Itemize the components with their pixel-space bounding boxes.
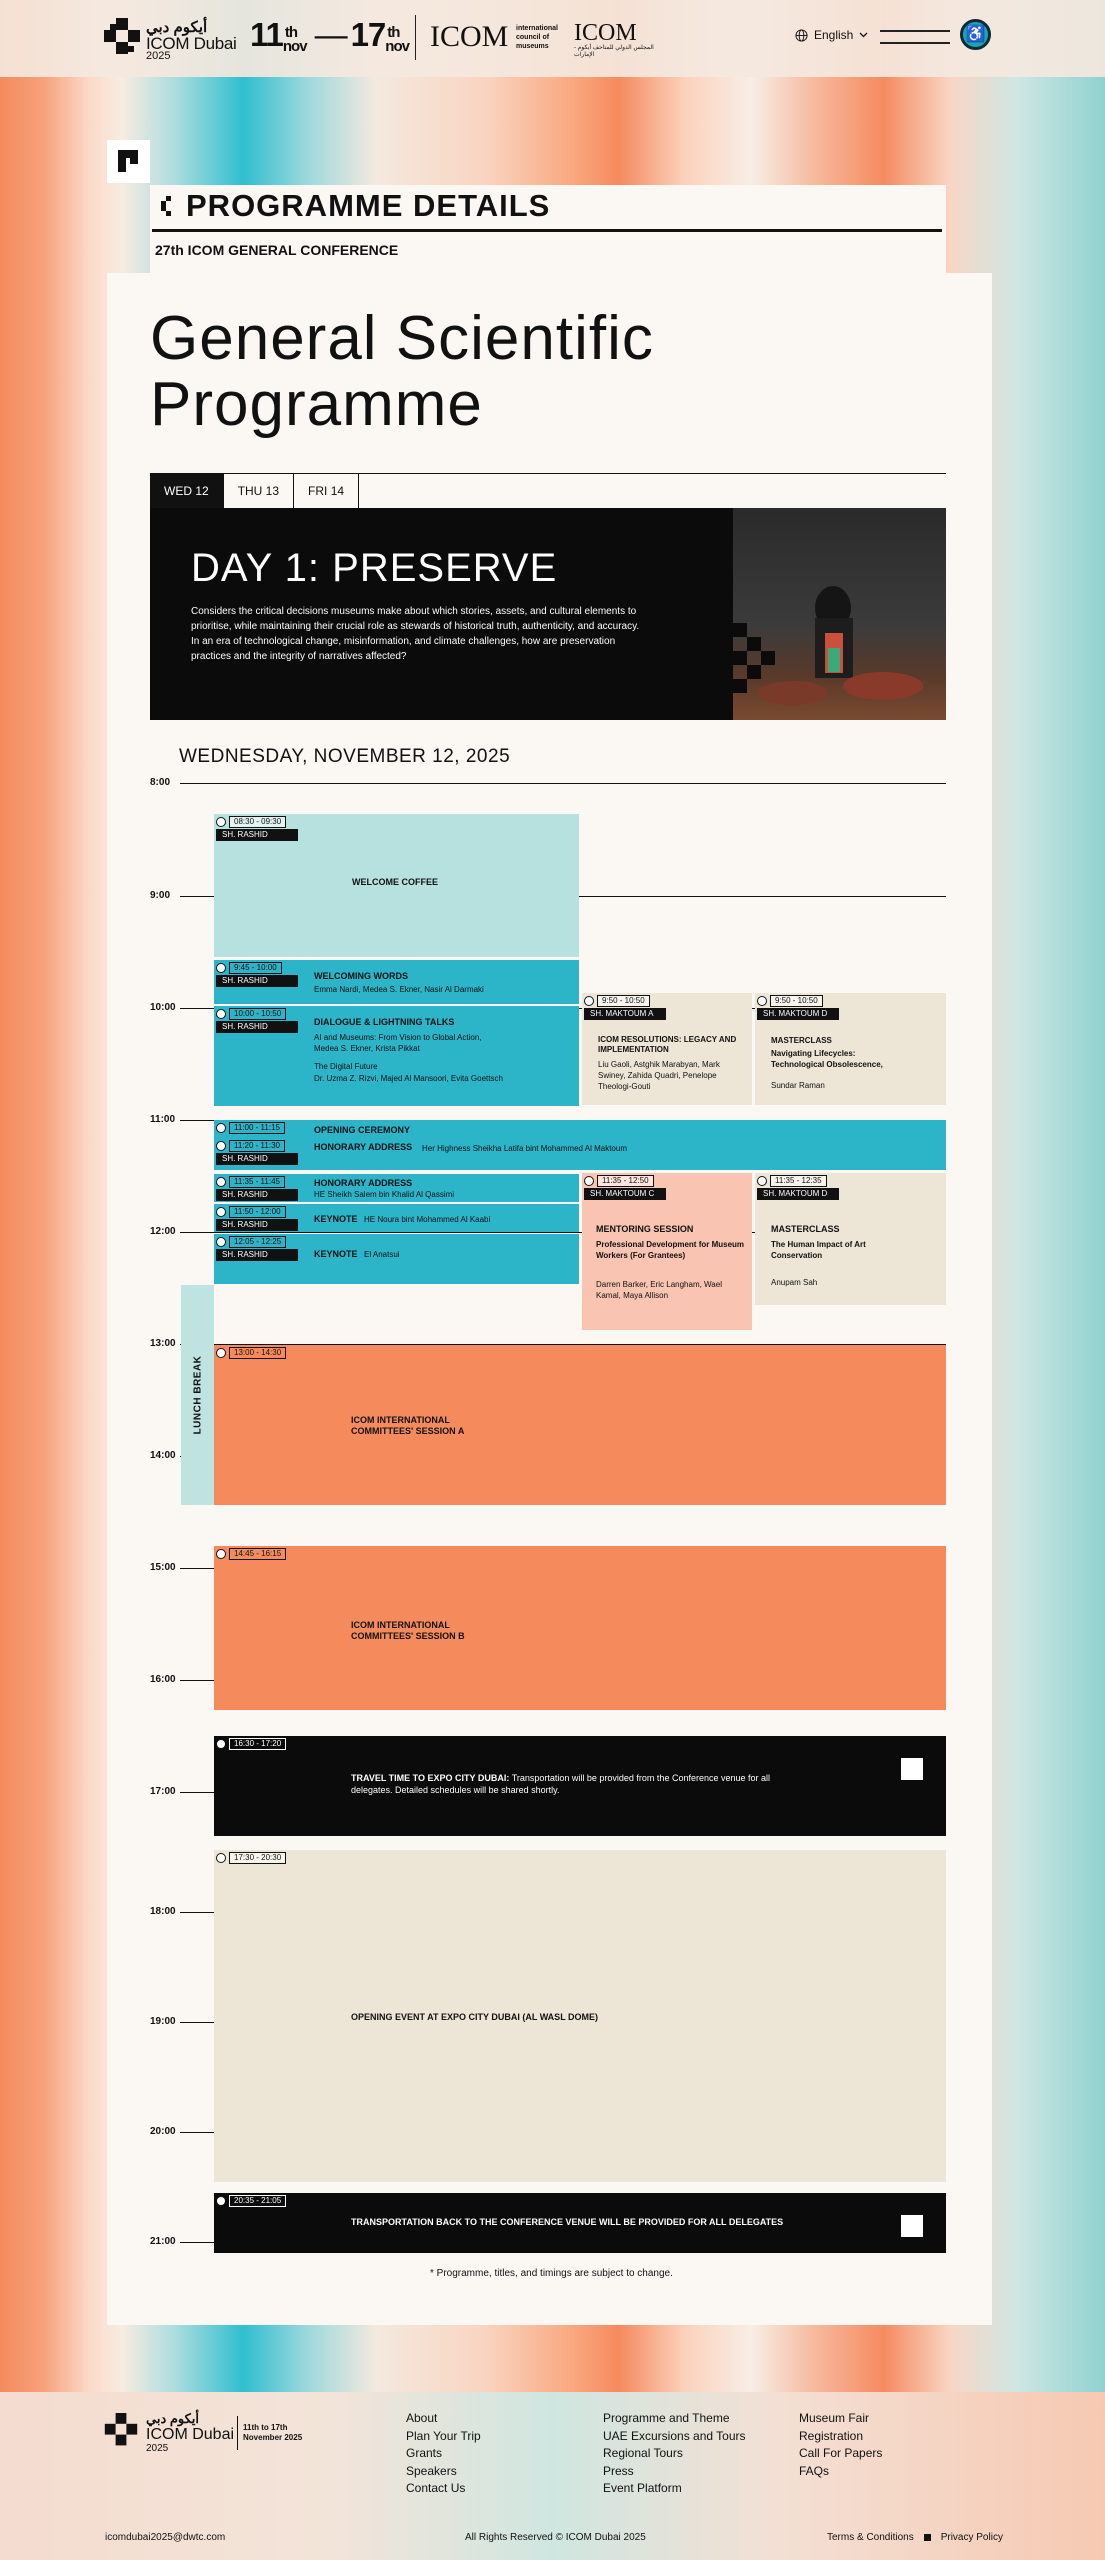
event-speakers: Her Highness Sheikha Latifa bint Mohammed Al Maktoum xyxy=(422,1144,627,1153)
clock-icon xyxy=(216,1739,226,1749)
event-venue: SH. RASHID xyxy=(216,1189,298,1201)
event-title: OPENING CEREMONY xyxy=(314,1125,411,1135)
clock-icon xyxy=(757,996,767,1006)
back-arrow-icon[interactable] xyxy=(158,196,172,216)
tab-thu-13[interactable]: THU 13 xyxy=(224,474,294,509)
footer-logo-arabic: أيكوم دبي xyxy=(146,2411,200,2426)
event-time: 11:00 - 11:15 xyxy=(229,1122,285,1134)
event-honorary-address-2[interactable] xyxy=(214,1174,579,1202)
event-venue: SH. MAKTOUM A xyxy=(584,1008,666,1020)
event-title: TRANSPORTATION BACK TO THE CONFERENCE VENUE WILL BE PROVIDED FOR ALL DELEGATES xyxy=(351,2217,784,2227)
event-title: WELCOMING WORDS xyxy=(314,971,408,981)
icom-uae-logo-subtitle: المجلس الدولي للمتاحف أيكوم - الإمارات xyxy=(574,45,654,58)
event-dates: 11 th nov — 17 th nov xyxy=(250,16,409,55)
clock-icon xyxy=(216,1237,226,1247)
pixel-decoration-icon xyxy=(901,1758,923,1780)
language-selector[interactable] xyxy=(795,28,868,42)
event-dialogue-lightning-talks[interactable] xyxy=(214,1006,579,1106)
event-venue: SH. RASHID xyxy=(216,1021,298,1033)
header-divider xyxy=(415,15,416,60)
footer-link-programme-theme[interactable]: Programme and Theme xyxy=(603,2411,730,2425)
event-title: DIALOGUE & LIGHTNING TALKS xyxy=(314,1017,455,1027)
event-speakers: Medea S. Ekner, Krista Pikkat xyxy=(314,1044,420,1053)
clock-icon xyxy=(757,1176,767,1186)
event-opening-ceremony[interactable] xyxy=(214,1120,946,1170)
event-time: 11:35 - 12:50 xyxy=(597,1175,654,1187)
event-travel-time[interactable] xyxy=(214,1736,946,1836)
event-icom-resolutions[interactable] xyxy=(582,993,752,1105)
event-title: KEYNOTE xyxy=(314,1214,358,1224)
event-time: 08:30 - 09:30 xyxy=(229,816,286,828)
event-masterclass-lifecycles[interactable] xyxy=(755,993,946,1105)
icom-logo-subtitle: international council of museums xyxy=(516,25,559,50)
hour-label: 19:00 xyxy=(150,2016,176,2027)
event-speakers: Darren Barker, Eric Langham, Wael Kamal, Maya Allison xyxy=(596,1280,722,1300)
clock-icon xyxy=(216,1348,226,1358)
hour-label: 20:00 xyxy=(150,2126,176,2137)
event-venue: SH. RASHID xyxy=(216,1153,298,1165)
event-welcome-coffee[interactable] xyxy=(214,814,579,957)
tab-wed-12[interactable]: WED 12 xyxy=(150,474,224,509)
event-time: 11:35 - 12:35 xyxy=(770,1175,827,1187)
event-keynote-1[interactable] xyxy=(214,1204,579,1232)
event-transportation-back[interactable] xyxy=(214,2193,946,2253)
clock-icon xyxy=(216,817,226,827)
event-title: MASTERCLASS xyxy=(771,1036,832,1045)
day-photo xyxy=(733,508,946,720)
logo-year: 2025 xyxy=(146,50,171,62)
menu-icon[interactable] xyxy=(880,30,950,44)
footer-link-plan-your-trip[interactable]: Plan Your Trip xyxy=(406,2428,481,2443)
event-speakers: Emma Nardi, Medea S. Ekner, Nasir Al Darmaki xyxy=(314,985,484,994)
event-committees-session-b[interactable] xyxy=(214,1546,946,1710)
event-title: OPENING EVENT AT EXPO CITY DUBAI (AL WASL DOME) xyxy=(351,2012,599,2022)
event-speakers: Dr. Uzma Z. Rizvi, Majed Al Mansoori, Evita Goettsch xyxy=(314,1074,503,1083)
hour-label: 10:00 xyxy=(150,1002,176,1013)
event-subtitle: Navigating Lifecycles: Technological Obsolescence, xyxy=(771,1049,883,1069)
event-time: 14:45 - 16:15 xyxy=(229,1548,286,1560)
event-time: 11:50 - 12:00 xyxy=(229,1206,286,1218)
event-title: WELCOME COFFEE xyxy=(352,877,438,887)
footer-link-faqs[interactable]: FAQs xyxy=(799,2463,830,2478)
event-time: 9:45 - 10:00 xyxy=(229,962,282,974)
hour-label: 21:00 xyxy=(150,2236,176,2247)
footer-link-registration[interactable]: Registration xyxy=(799,2428,864,2443)
footer-logo-divider xyxy=(237,2416,238,2450)
event-time: 10:00 - 10:50 xyxy=(229,1008,286,1020)
event-speakers: Liu Gaoli, Astghik Marabyan, Mark Swiney, Zahida Quadri, Penelope Theologi-Gouti xyxy=(598,1060,720,1091)
hour-label: 17:00 xyxy=(150,1786,176,1797)
clock-icon xyxy=(584,996,594,1006)
event-time: 11:20 - 11:30 xyxy=(229,1140,285,1152)
clock-icon xyxy=(216,2196,226,2206)
icom-logo[interactable]: ICOM xyxy=(430,20,509,53)
clock-icon xyxy=(216,963,226,973)
icom-dubai-logo-icon xyxy=(104,2413,138,2449)
event-title: ICOM RESOLUTIONS: LEGACY AND IMPLEMENTATION xyxy=(598,1035,737,1054)
footer-link-speakers[interactable]: Speakers xyxy=(406,2463,457,2478)
footer-links-col-2 xyxy=(603,2410,746,2498)
accessibility-icon[interactable]: ♿ xyxy=(960,19,991,50)
hour-label: 11:00 xyxy=(150,1114,176,1125)
event-time: 12:05 - 12:25 xyxy=(229,1236,286,1248)
footer-link-about[interactable]: About xyxy=(406,2411,438,2425)
event-time: 13:00 - 14:30 xyxy=(229,1347,286,1359)
event-venue: SH. MAKTOUM C xyxy=(584,1188,666,1200)
page-section-title: PROGRAMME DETAILS xyxy=(158,188,550,224)
event-venue: SH. RASHID xyxy=(216,1219,298,1231)
day-tabs xyxy=(150,473,946,508)
event-masterclass-conservation[interactable] xyxy=(755,1173,946,1305)
hour-label: 14:00 xyxy=(150,1450,176,1461)
hour-label: 13:00 xyxy=(150,1338,176,1349)
footer-dates-month: November 2025 xyxy=(243,2433,303,2442)
page-heading: General Scientific Programme xyxy=(150,304,654,439)
event-subtitle: The Human Impact of Art Conservation xyxy=(771,1240,866,1260)
event-subtitle: Professional Development for Museum Workers (For Grantees) xyxy=(596,1240,745,1260)
title-underline xyxy=(152,229,942,232)
event-opening-expo-city[interactable] xyxy=(214,1850,946,2182)
icom-uae-logo[interactable]: ICOM xyxy=(574,20,637,46)
event-venue: SH. RASHID xyxy=(216,1249,298,1261)
hour-label: 8:00 xyxy=(150,777,171,788)
event-venue: SH. RASHID xyxy=(216,829,298,841)
footer-logo-year: 2025 xyxy=(146,2443,169,2454)
event-speakers: Anupam Sah xyxy=(771,1278,818,1287)
footer-link-contact-us[interactable]: Contact Us xyxy=(406,2481,466,2495)
hour-label: 18:00 xyxy=(150,1906,176,1917)
chevron-down-icon xyxy=(859,32,868,38)
footer-link-call-for-papers[interactable]: Call For Papers xyxy=(799,2446,883,2460)
event-venue: SH. MAKTOUM D xyxy=(757,1008,839,1020)
footer-logo-name: ICOM Dubai xyxy=(146,2426,235,2443)
schedule-footnote: * Programme, titles, and timings are subject to change. xyxy=(430,2268,673,2279)
hour-line xyxy=(180,783,946,784)
conference-subtitle: 27th ICOM GENERAL CONFERENCE xyxy=(155,242,399,258)
separator-square-icon xyxy=(924,2534,931,2541)
lunch-break: LUNCH BREAK xyxy=(181,1285,214,1505)
event-speakers: HE Noura bint Mohammed Al Kaabi xyxy=(364,1215,491,1224)
event-title: HONORARY ADDRESS xyxy=(314,1142,413,1152)
footer-links-col-3 xyxy=(799,2410,882,2480)
clock-icon xyxy=(216,1853,226,1863)
clock-icon xyxy=(216,1177,226,1187)
clock-icon xyxy=(216,1207,226,1217)
event-time: 9:50 - 10:50 xyxy=(597,995,650,1007)
hour-label: 12:00 xyxy=(150,1226,176,1237)
footer-link-event-platform[interactable]: Event Platform xyxy=(603,2481,682,2495)
event-time: 11:35 - 11:45 xyxy=(229,1176,285,1188)
pixel-decoration-icon xyxy=(901,2215,923,2237)
event-time: 20:35 - 21:05 xyxy=(229,2195,286,2207)
event-committees-session-a[interactable] xyxy=(214,1345,946,1505)
day-title: DAY 1: PRESERVE xyxy=(191,546,558,590)
event-time: 16:30 - 17:20 xyxy=(229,1738,286,1750)
hour-label: 15:00 xyxy=(150,1562,176,1573)
language-label: English xyxy=(814,28,854,42)
footer-link-regional-tours[interactable]: Regional Tours xyxy=(603,2446,683,2460)
event-speakers: HE Sheikh Salem bin Khalid Al Qassimi xyxy=(314,1190,455,1199)
event-speakers: Sundar Raman xyxy=(771,1081,825,1090)
event-title: ICOM INTERNATIONAL COMMITTEES' SESSION A xyxy=(351,1415,465,1436)
tab-fri-14[interactable]: FRI 14 xyxy=(294,474,359,509)
event-title: MENTORING SESSION xyxy=(596,1224,694,1234)
schedule-date-heading: WEDNESDAY, NOVEMBER 12, 2025 xyxy=(179,746,511,767)
footer-link-museum-fair[interactable]: Museum Fair xyxy=(799,2411,870,2425)
event-keynote-2[interactable] xyxy=(214,1234,579,1284)
event-subtitle: The Digital Future xyxy=(314,1062,378,1071)
event-title: KEYNOTE xyxy=(314,1249,358,1259)
footer-copyright: All Rights Reserved © ICOM Dubai 2025 xyxy=(465,2532,646,2543)
globe-icon xyxy=(795,29,808,42)
event-venue: SH. MAKTOUM D xyxy=(757,1188,839,1200)
footer-links-col-1 xyxy=(406,2410,481,2498)
clock-icon xyxy=(216,1123,226,1133)
clock-icon xyxy=(216,1549,226,1559)
terms-link[interactable]: Terms & Conditions xyxy=(827,2532,914,2543)
event-venue: SH. RASHID xyxy=(216,975,298,987)
event-title: TRAVEL TIME TO EXPO CITY DUBAI: xyxy=(351,1773,510,1783)
event-title: ICOM INTERNATIONAL COMMITTEES' SESSION B xyxy=(351,1620,465,1641)
event-speakers: El Anatsui xyxy=(364,1250,400,1259)
event-time: 17:30 - 20:30 xyxy=(229,1852,286,1864)
event-subtitle: AI and Museums: From Vision to Global Action, xyxy=(314,1033,482,1042)
footer-link-uae-excursions[interactable]: UAE Excursions and Tours xyxy=(603,2428,746,2443)
privacy-link[interactable]: Privacy Policy xyxy=(940,2532,1003,2543)
logo-arabic: أيكوم دبي xyxy=(146,19,208,36)
icom-dubai-logo-icon[interactable] xyxy=(104,18,140,58)
footer-dates: 11th to 17th xyxy=(243,2423,288,2432)
clock-icon xyxy=(216,1141,226,1151)
footer-link-press[interactable]: Press xyxy=(603,2463,634,2478)
footer-email-link[interactable]: icomdubai2025@dwtc.com xyxy=(105,2532,226,2543)
day-description: Considers the critical decisions museums make about which stories, assets, and cultural elements to prioritise, while maintaining their crucial role as stewards of historical truth, authenticity, and accuracy. In an era of technological change, misinformation, and climate challenges, how are preservation practices and the integrity of narratives affected? xyxy=(191,606,640,662)
event-time: 9:50 - 10:50 xyxy=(770,995,823,1007)
event-title: HONORARY ADDRESS xyxy=(314,1178,413,1188)
footer-legal-links xyxy=(827,2532,1003,2543)
footer-link-grants[interactable]: Grants xyxy=(406,2446,443,2460)
pixel-logo-icon xyxy=(107,140,150,183)
event-mentoring-session[interactable] xyxy=(582,1173,752,1330)
event-title: MASTERCLASS xyxy=(771,1224,840,1234)
hour-label: 16:00 xyxy=(150,1674,176,1685)
event-description: Transportation will be provided from the Conference venue for all delegates. Detailed schedules will be shared shortly. xyxy=(351,1773,771,1795)
event-welcoming-words[interactable] xyxy=(214,960,579,1004)
hour-label: 9:00 xyxy=(150,890,171,901)
clock-icon xyxy=(584,1176,594,1186)
logo-name: ICOM Dubai xyxy=(146,34,237,53)
clock-icon xyxy=(216,1009,226,1019)
